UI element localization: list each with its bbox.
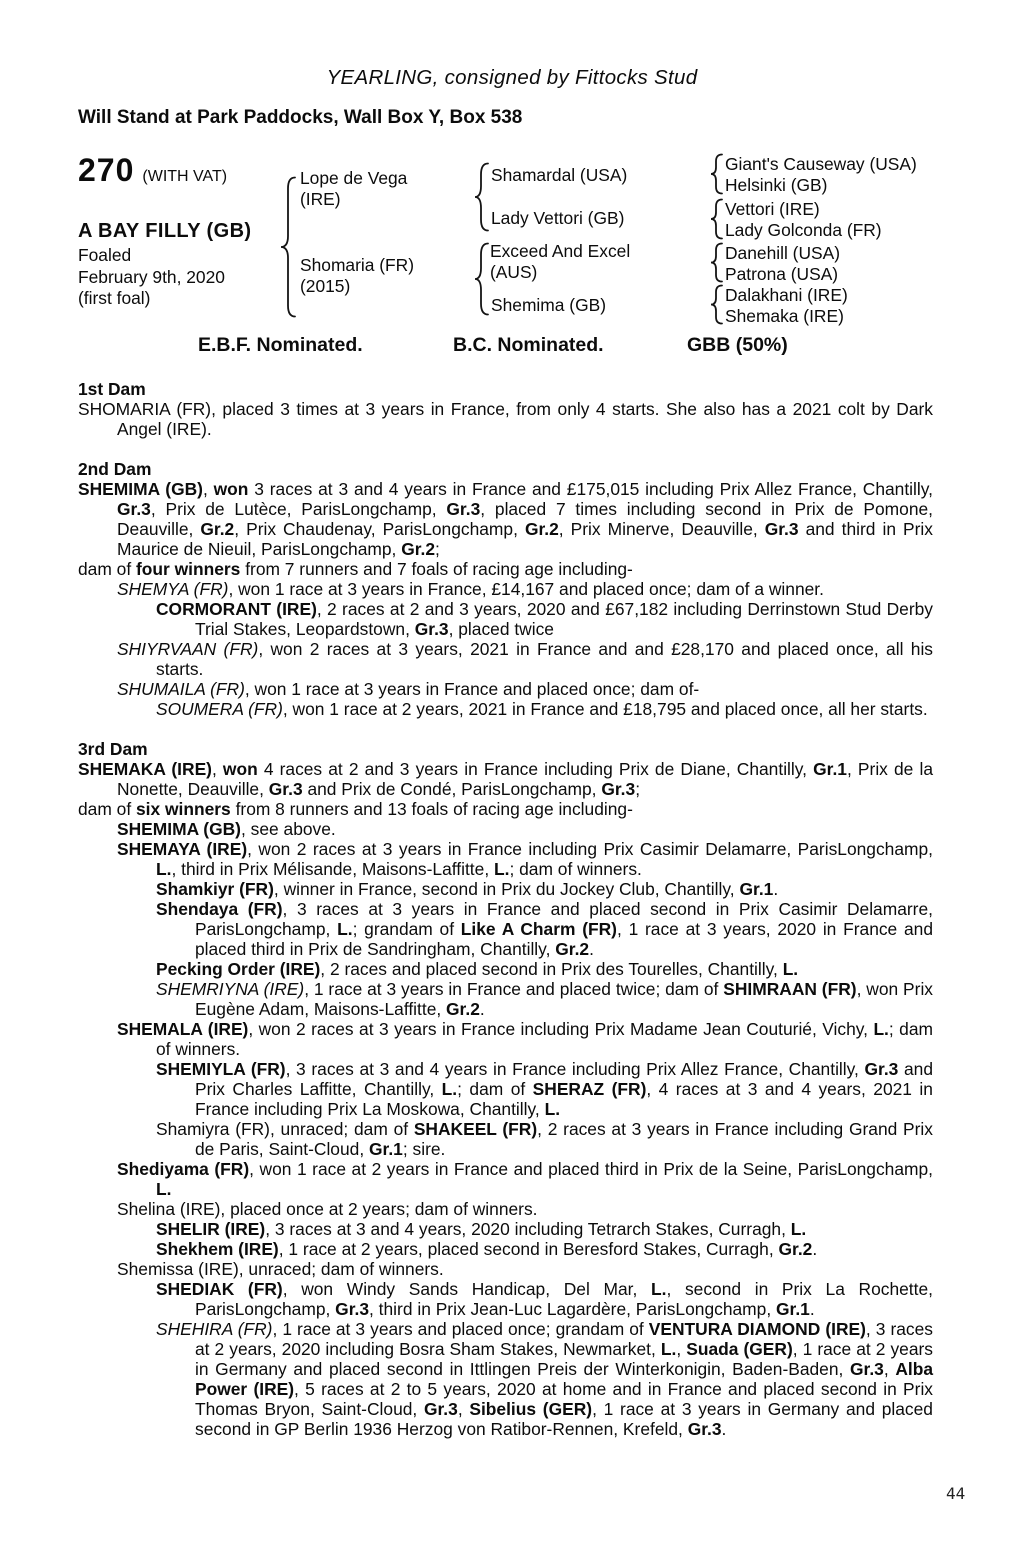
pedigree-brace-dam-parents-icon <box>474 242 489 316</box>
catalog-paragraph: Shelina (IRE), placed once at 2 years; dam of winners. <box>117 1199 538 1219</box>
catalog-paragraph: SHEMIMA (GB), won 3 races at 3 and 4 years in France and £175,015 including Prix Allez France, Chantilly, Gr.3, Prix de Lutèce, ParisLongchamp, Gr.3, placed 7 times including second in Prix de Pomone, Deauville, Gr.2, Prix Chaudenay, ParisLongchamp, Gr.2, Prix Minerve, Deauville, Gr.3 and third in Prix Maurice de Nieuil, ParisLongchamp, Gr.2; <box>78 479 934 559</box>
catalog-paragraph: SHEMRIYNA (IRE), 1 race at 3 years in France and placed twice; dam of SHIMRAAN (FR), won Prix Eugène Adam, Maisons-Laffitte, Gr.2. <box>156 979 933 1019</box>
catalog-paragraph: Shediyama (FR), won 1 race at 2 years in France and placed third in Prix de la Seine, ParisLongchamp, L. <box>117 1159 933 1199</box>
catalog-paragraph: SHEMALA (IRE), won 2 races at 3 years in France including Prix Madame Jean Couturié, Vichy, L.; dam of winners. <box>117 1019 934 1059</box>
catalog-paragraph: Shamkiyr (FR), winner in France, second in Prix du Jockey Club, Chantilly, Gr.1. <box>156 879 779 899</box>
great-grandparents-pair-4: Dalakhani (IRE) Shemaka (IRE) <box>725 285 848 327</box>
catalog-paragraph: SHELIR (IRE), 3 races at 3 and 4 years, 2020 including Tetrarch Stakes, Curragh, L. <box>156 1219 807 1239</box>
catalog-paragraph: Shemissa (IRE), unraced; dam of winners. <box>117 1259 444 1279</box>
lot-number: 270 <box>78 152 135 188</box>
dam-section <box>78 739 933 1439</box>
section-heading: 2nd Dam <box>78 459 152 479</box>
pedigree-brace-gg1-icon <box>710 153 723 195</box>
catalog-paragraph: SHEMIYLA (FR), 3 races at 3 and 4 years in France including Prix Allez France, Chantilly, Gr.3 and Prix Charles Laffitte, Chantilly, L.; dam of SHERAZ (FR), 4 races at 3 and 4 years, 2021 in France including Prix La Moskowa, Chantilly, L. <box>156 1059 933 1119</box>
foal-note: (first foal) <box>78 288 151 308</box>
foaled-date: February 9th, 2020 <box>78 266 225 287</box>
catalog-paragraph: dam of four winners from 7 runners and 7 foals of racing age including- <box>78 559 633 579</box>
catalog-paragraph: Shendaya (FR), 3 races at 3 years in France and placed second in Prix Casimir Delamarre, ParisLongchamp, L.; grandam of Like A Charm (FR), 1 race at 3 years, 2020 in France and placed third in Prix de Sandringham, Chantilly, Gr.2. <box>156 899 933 959</box>
section-heading: 3rd Dam <box>78 739 148 759</box>
great-grandparents-pair-1: Giant's Causeway (USA) Helsinki (GB) <box>725 154 917 196</box>
catalog-paragraph: SHOMARIA (FR), placed 3 times at 3 years in France, from only 4 starts. She also has a 2021 colt by Dark Angel (IRE). <box>78 399 933 439</box>
gbb-note: GBB (50%) <box>687 334 788 356</box>
catalog-paragraph: Shamiyra (FR), unraced; dam of SHAKEEL (FR), 2 races at 3 years in France including Grand Prix de Paris, Saint-Cloud, Gr.1; sire. <box>156 1119 933 1159</box>
lot-description: A BAY FILLY (GB) <box>78 220 252 242</box>
pedigree-brace-gg2-icon <box>710 198 723 240</box>
dam-sections <box>78 379 933 1459</box>
granddam-1: Lady Vettori (GB) <box>491 208 625 228</box>
catalog-paragraph: SHIYRVAAN (FR), won 2 races at 3 years, 2021 in France and and £28,170 and placed once, all his starts. <box>117 639 934 679</box>
grandsire-2: Exceed And Excel (AUS) <box>490 241 631 282</box>
section-heading: 1st Dam <box>78 379 146 399</box>
pedigree-brace-sire-parents-icon <box>474 162 489 232</box>
catalog-paragraph: SHUMAILA (FR), won 1 race at 3 years in France and placed once; dam of- <box>117 679 700 699</box>
foaled-label: Foaled <box>78 245 132 265</box>
ebf-nomination: E.B.F. Nominated. <box>198 334 363 356</box>
catalog-paragraph: Pecking Order (IRE), 2 races and placed second in Prix des Tourelles, Chantilly, L. <box>156 959 799 979</box>
pedigree-brace-gg4-icon <box>710 284 723 325</box>
dam-section <box>78 379 933 439</box>
great-grandparents-pair-2: Vettori (IRE) Lady Golconda (FR) <box>725 199 882 241</box>
pedigree-brace-gg3-icon <box>710 242 723 283</box>
grandsire-1: Shamardal (USA) <box>491 165 628 185</box>
stand-location-note: Will Stand at Park Paddocks, Wall Box Y, Box 538 <box>78 107 523 128</box>
catalog-paragraph: SHEMAKA (IRE), won 4 races at 2 and 3 years in France including Prix de Diane, Chantilly, Gr.1, Prix de la Nonette, Deauville, Gr.3 and Prix de Condé, ParisLongchamp, Gr.3; <box>78 759 933 799</box>
sire-name: Lope de Vega (IRE) <box>300 168 408 209</box>
catalog-paragraph: CORMORANT (IRE), 2 races at 2 and 3 years, 2020 and £67,182 including Derrinstown Stud Derby Trial Stakes, Leopardstown, Gr.3, placed twice <box>156 599 933 639</box>
catalog-paragraph: SHEMYA (FR), won 1 race at 3 years in France, £14,167 and placed once; dam of a winner. <box>117 579 824 599</box>
granddam-2: Shemima (GB) <box>491 295 606 315</box>
page-title: YEARLING, consigned by Fittocks Stud <box>326 66 698 89</box>
catalog-paragraph: dam of six winners from 8 runners and 13 foals of racing age including- <box>78 799 633 819</box>
catalog-paragraph: SHEMIMA (GB), see above. <box>117 819 336 839</box>
catalog-paragraph: SHEHIRA (FR), 1 race at 3 years and placed once; grandam of VENTURA DIAMOND (IRE), 3 races at 2 years, 2020 including Bosra Sham Stakes, Newmarket, L., Suada (GER), 1 race at 2 years in Germany and placed second in Ittlingen Preis der Winterkonigin, Baden-Baden, Gr.3, Alba Power (IRE), 5 races at 2 to 5 years, 2020 at home and in France and placed second in Prix Thomas Bryon, Saint-Cloud, Gr.3, Sibelius (GER), 1 race at 3 years in Germany and placed second in GP Berlin 1936 Herzog von Ratibor-Rennen, Krefeld, Gr.3. <box>156 1319 934 1439</box>
bc-nomination: B.C. Nominated. <box>453 334 604 356</box>
vat-note: (WITH VAT) <box>142 168 228 185</box>
foaling-info <box>78 245 225 310</box>
catalog-paragraph: Shekhem (IRE), 1 race at 2 years, placed second in Beresford Stakes, Curragh, Gr.2. <box>156 1239 818 1259</box>
catalog-paragraph: SOUMERA (FR), won 1 race at 2 years, 2021 in France and £18,795 and placed once, all her starts. <box>156 699 928 719</box>
pedigree-brace-parents-icon <box>280 176 296 318</box>
dam-name: Shomaria (FR) (2015) <box>300 255 415 296</box>
catalog-paragraph: SHEDIAK (FR), won Windy Sands Handicap, Del Mar, L., second in Prix La Rochette, ParisLongchamp, Gr.3, third in Prix Jean-Luc Lagardère, ParisLongchamp, Gr.1. <box>156 1279 933 1319</box>
dam-section <box>78 459 933 719</box>
great-grandparents-pair-3: Danehill (USA) Patrona (USA) <box>725 243 841 285</box>
catalog-paragraph: SHEMAYA (IRE), won 2 races at 3 years in France including Prix Casimir Delamarre, ParisLongchamp, L., third in Prix Mélisande, Maisons-Laffitte, L.; dam of winners. <box>117 839 933 879</box>
lot-header <box>78 152 227 189</box>
page-number: 44 <box>946 1484 966 1503</box>
